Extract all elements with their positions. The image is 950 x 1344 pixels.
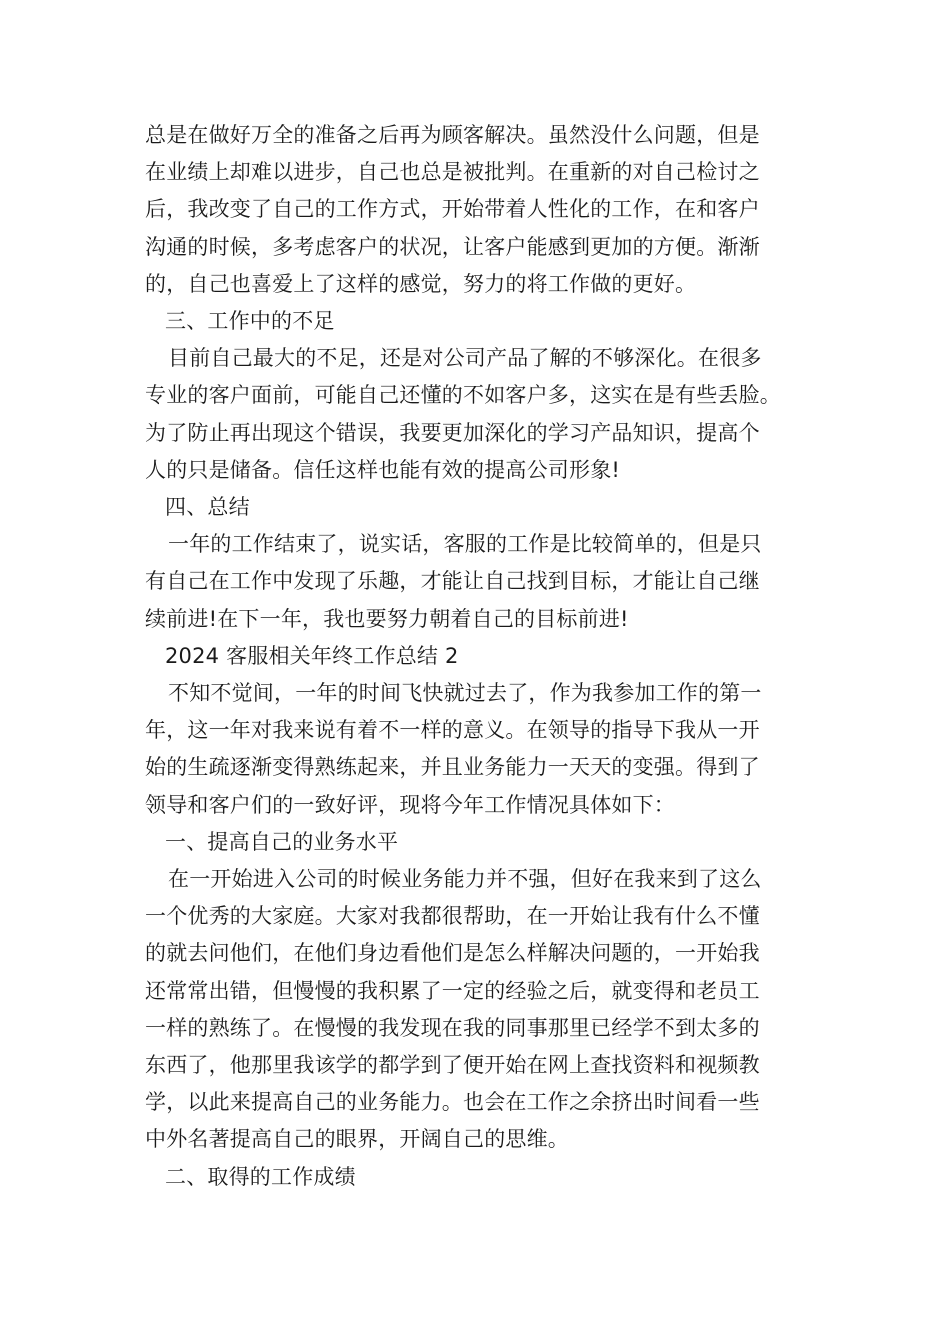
paragraph-line: 不知不觉间，一年的时间飞快就过去了，作为我参加工作的第一 bbox=[168, 681, 762, 706]
paragraph-line: 的就去问他们，在他们身边看他们是怎么样解决问题的，一开始我 bbox=[145, 941, 760, 966]
section-heading: 二、取得的工作成绩 bbox=[165, 1164, 356, 1189]
paragraph-line: 中外名著提高自己的眼界，开阔自己的思维。 bbox=[145, 1127, 569, 1152]
paragraph-line: 一个优秀的大家庭。大家对我都很帮助，在一开始让我有什么不懂 bbox=[145, 904, 760, 929]
paragraph-line: 沟通的时候，多考虑客户的状况，让客户能感到更加的方便。渐渐 bbox=[145, 234, 760, 259]
paragraph-line: 为了防止再出现这个错误，我要更加深化的学习产品知识，提高个 bbox=[145, 420, 760, 445]
paragraph-line: 东西了，他那里我该学的都学到了便开始在网上查找资料和视频教 bbox=[145, 1053, 760, 1078]
paragraph-line: 还常常出错，但慢慢的我积累了一定的经验之后，就变得和老员工 bbox=[145, 978, 760, 1003]
paragraph-line: 一样的熟练了。在慢慢的我发现在我的同事那里已经学不到太多的 bbox=[145, 1015, 760, 1040]
paragraph-line: 学，以此来提高自己的业务能力。也会在工作之余挤出时间看一些 bbox=[145, 1090, 760, 1115]
paragraph bbox=[145, 861, 810, 1159]
document-subtitle: 2024 客服相关年终工作总结 2 bbox=[165, 643, 459, 668]
paragraph-line: 领导和客户们的一致好评，现将今年工作情况具体如下： bbox=[145, 792, 675, 817]
paragraph bbox=[145, 117, 810, 303]
paragraph-line: 目前自己最大的不足，还是对公司产品了解的不够深化。在很多 bbox=[168, 346, 762, 371]
section-heading: 一、提高自己的业务水平 bbox=[165, 829, 399, 854]
paragraph-line: 总是在做好万全的准备之后再为顾客解决。虽然没什么问题，但是 bbox=[145, 123, 760, 147]
paragraph bbox=[145, 340, 810, 489]
document-body bbox=[145, 117, 810, 1196]
section-heading: 三、工作中的不足 bbox=[165, 309, 335, 334]
paragraph-line: 后，我改变了自己的工作方式，开始带着人性化的工作，在和客户 bbox=[145, 197, 760, 222]
section-heading: 四、总结 bbox=[165, 495, 250, 520]
paragraph bbox=[145, 675, 810, 824]
paragraph-line: 续前进!在下一年，我也要努力朝着自己的目标前进! bbox=[145, 606, 629, 631]
paragraph-line: 一年的工作结束了，说实话，客服的工作是比较简单的，但是只 bbox=[168, 532, 762, 557]
paragraph-line: 在业绩上却难以进步，自己也总是被批判。在重新的对自己检讨之 bbox=[145, 160, 760, 185]
paragraph-line: 始的生疏逐渐变得熟练起来，并且业务能力一天天的变强。得到了 bbox=[145, 755, 760, 780]
paragraph-line: 有自己在工作中发现了乐趣，才能让自己找到目标，才能让自己继 bbox=[145, 569, 760, 594]
paragraph-line: 年，这一年对我来说有着不一样的意义。在领导的指导下我从一开 bbox=[145, 718, 760, 743]
paragraph bbox=[145, 526, 810, 638]
paragraph-line: 专业的客户面前，可能自己还懂的不如客户多，这实在是有些丢脸。 bbox=[145, 383, 781, 408]
paragraph-line: 的，自己也喜爱上了这样的感觉，努力的将工作做的更好。 bbox=[145, 271, 697, 296]
paragraph-line: 人的只是储备。信任这样也能有效的提高公司形象! bbox=[145, 457, 621, 482]
paragraph-line: 在一开始进入公司的时候业务能力并不强，但好在我来到了这么 bbox=[168, 867, 762, 892]
